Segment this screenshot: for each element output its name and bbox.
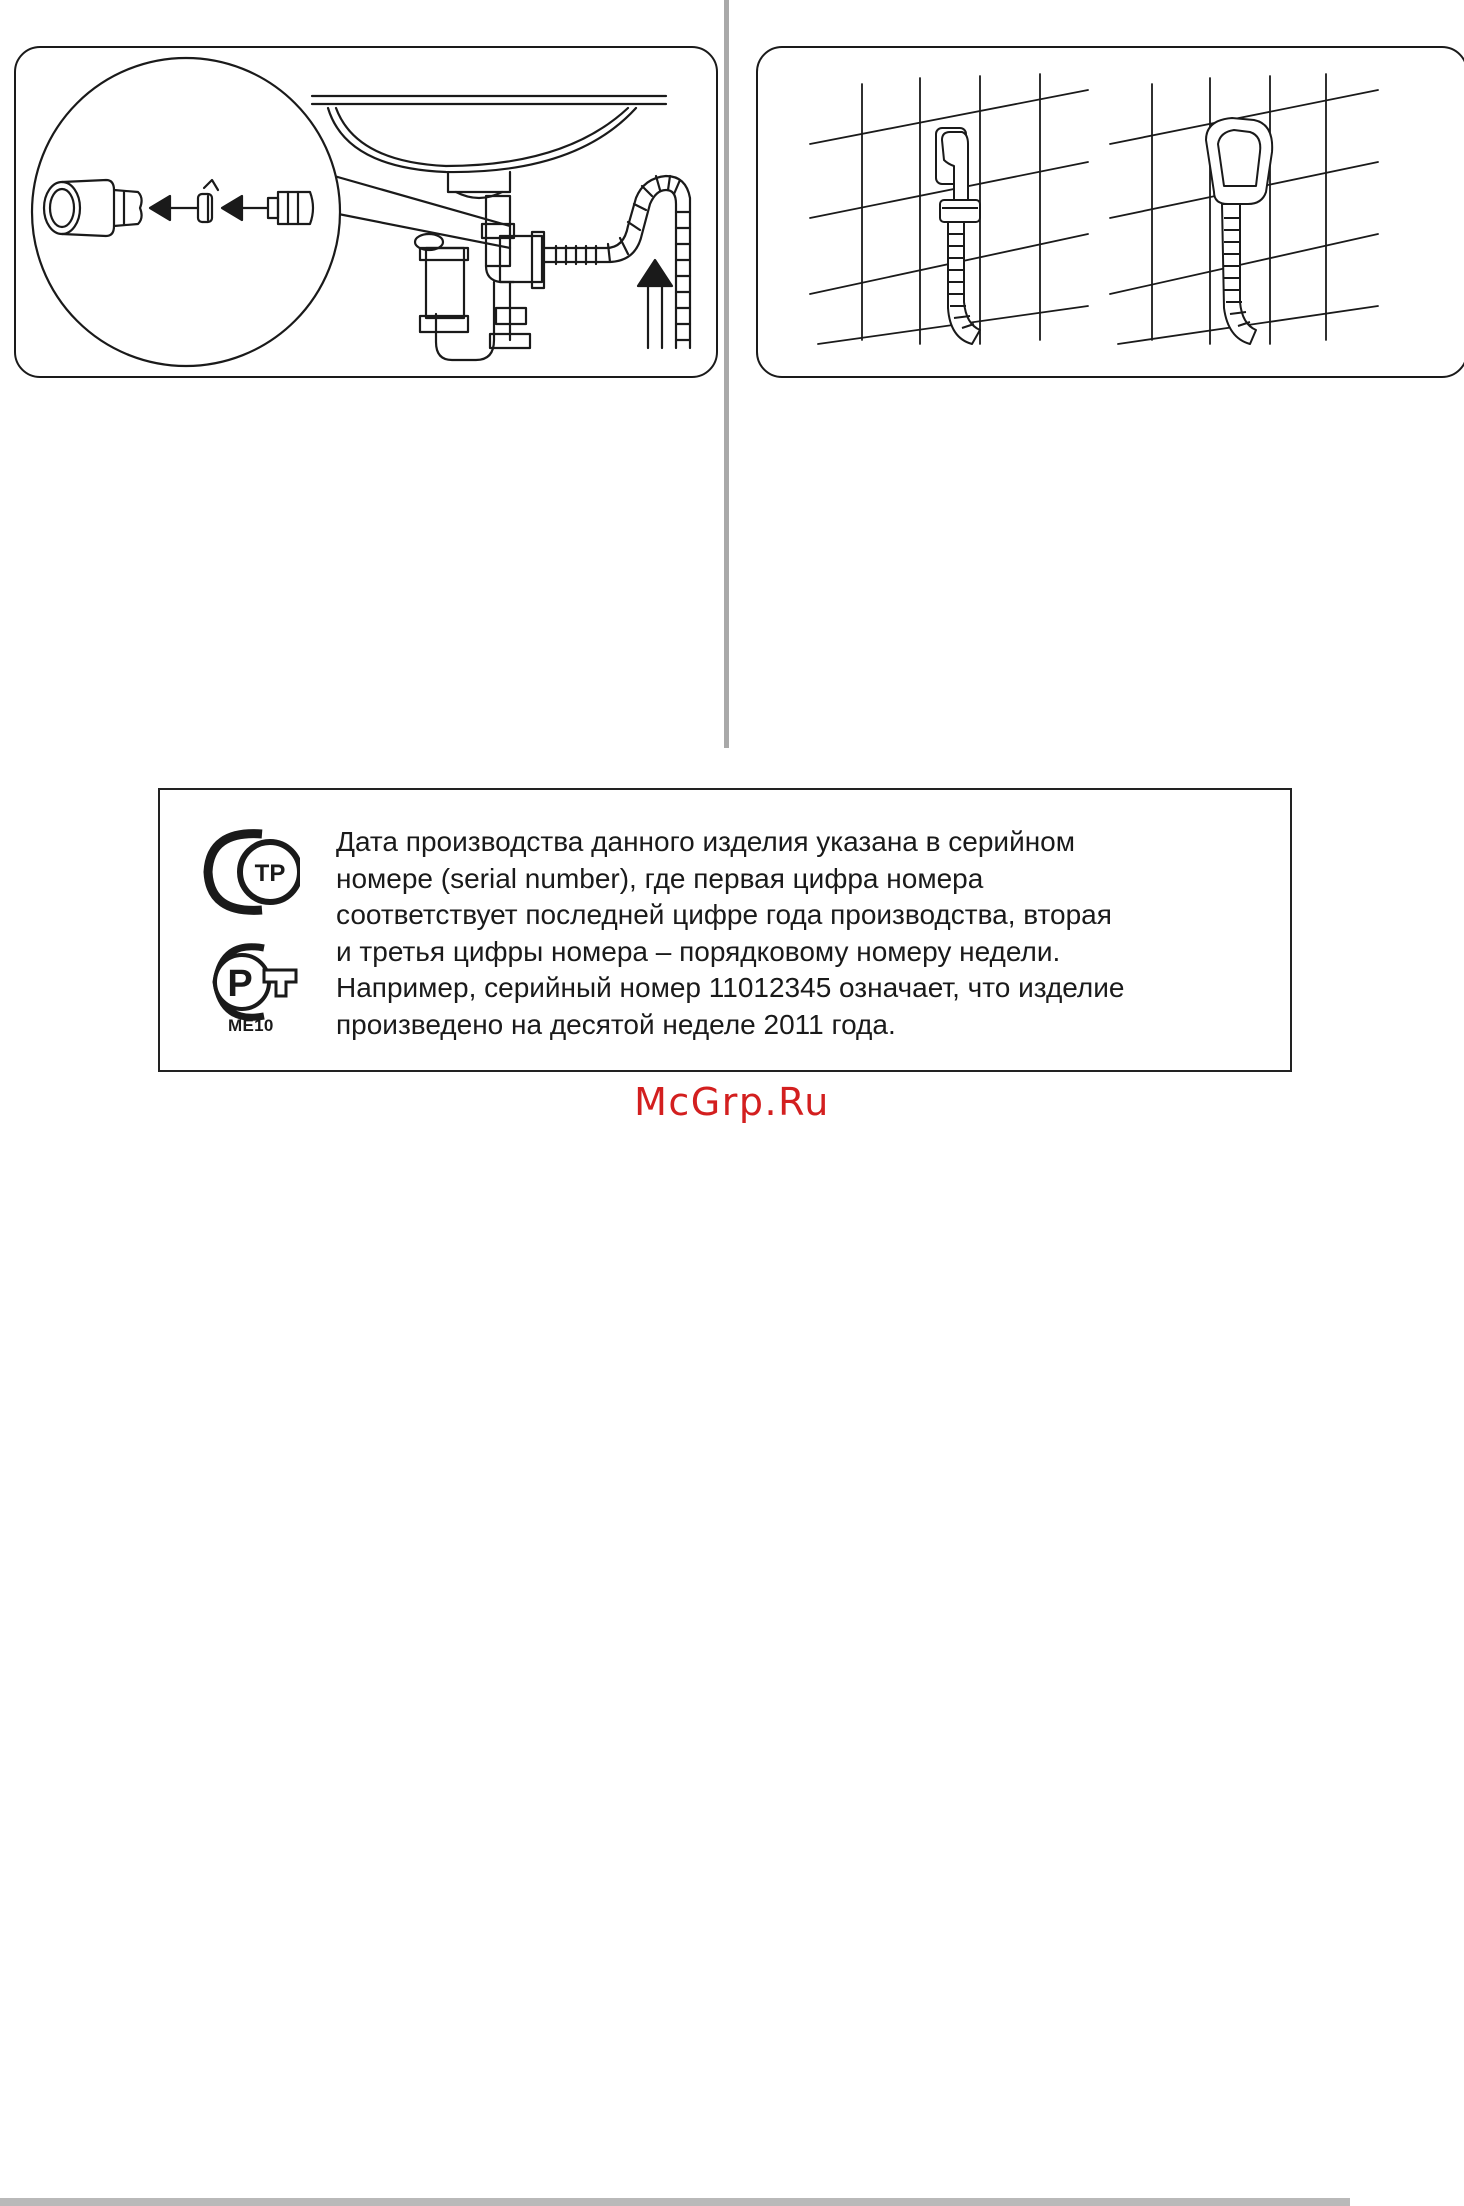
- left-hose: [948, 222, 980, 344]
- watermark-link[interactable]: McGrp.Ru: [634, 1080, 830, 1124]
- pct-mark-icon: [215, 947, 296, 1018]
- up-arrow: [638, 260, 672, 348]
- drain-hose: [544, 176, 690, 348]
- notice-line: произведено на десятой неделе 2011 года.: [336, 1008, 896, 1040]
- notice-line: номере (serial number), где первая цифра номера: [336, 862, 984, 894]
- sink-basin: [312, 96, 666, 198]
- right-hose: [1222, 204, 1256, 344]
- eac-mark-text: ТР: [254, 860, 286, 887]
- large-holder: [1206, 118, 1272, 204]
- magnifier-circle: [32, 58, 340, 366]
- eac-tr-mark-icon: [208, 834, 300, 911]
- siphon-body: [415, 196, 544, 360]
- figure-wall-hose-holder: [756, 46, 1464, 378]
- siphon-connection-illustration: [16, 48, 716, 376]
- column-divider: [724, 0, 729, 748]
- notice-line: и третья цифры номера – порядковому номеру недели.: [336, 935, 1061, 967]
- notice-text: [336, 824, 1266, 1044]
- notice-line: Например, серийный номер 11012345 означает, что изделие: [336, 972, 1125, 1004]
- notice-line: Дата производства данного изделия указана в серийном: [336, 826, 1075, 857]
- footer-rule: [0, 2198, 1350, 2206]
- certification-code: ME10: [228, 1016, 274, 1035]
- notice-line: соответствует последней цифре года производства, вторая: [336, 899, 1112, 931]
- figure-drain-to-siphon: [14, 46, 718, 378]
- tile-grid-right: [1110, 74, 1378, 344]
- wall-holder-illustration: [758, 48, 1464, 376]
- production-date-notice: [158, 788, 1292, 1072]
- small-hook-bracket: [936, 128, 980, 222]
- pct-mark-text: Р: [227, 963, 253, 1005]
